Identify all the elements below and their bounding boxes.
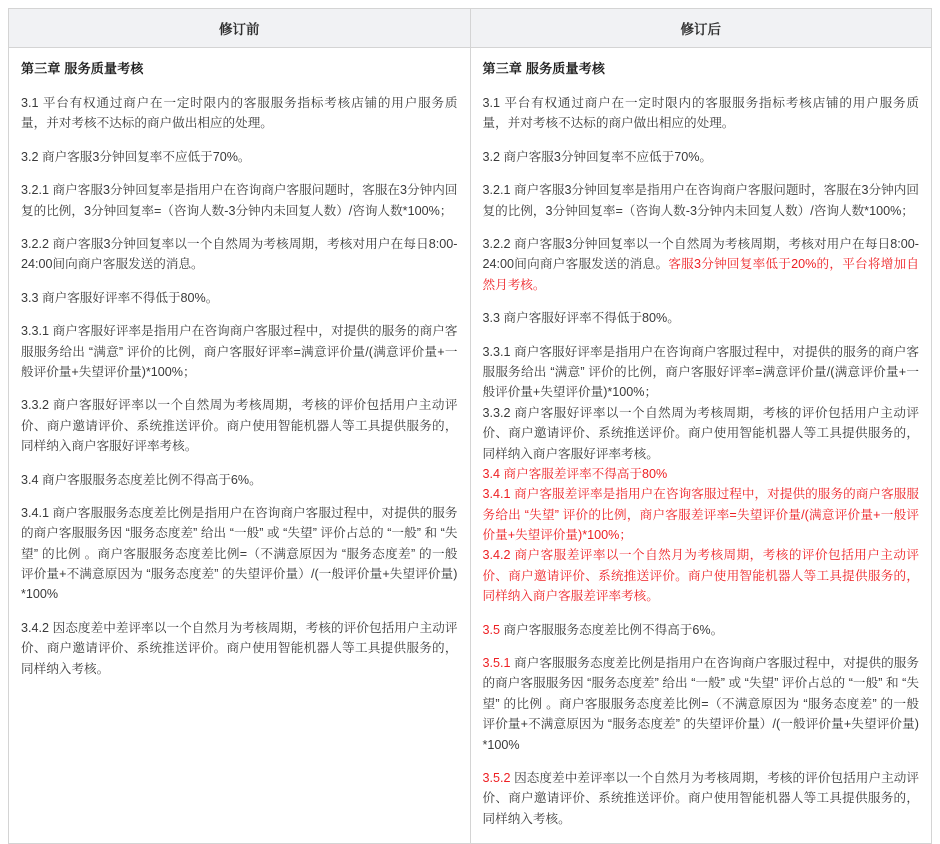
header-row bbox=[9, 9, 932, 48]
clause-3-5-1-after-number: 3.5.1 bbox=[482, 656, 511, 671]
clause-3-2-after bbox=[483, 147, 920, 167]
cell-before-revision bbox=[9, 48, 471, 844]
clause-3-4-after bbox=[483, 464, 920, 484]
clause-3-5-1-after bbox=[483, 653, 920, 755]
clause-3-4-1-after-revision: 3.4.1 商户客服差评率是指用户在咨询客服过程中，对提供的服务的商户客服服务给出 “失望” 评价的比例，商户客服差评率=失望评价量/(满意评价量+一般评价量+失望评价量)*100%； bbox=[482, 487, 919, 543]
clause-3-4-2-after-revision: 3.4.2 商户客服差评率以一个自然月为考核周期，考核的评价包括用户主动评价、商户邀请评价、系统推送评价。商户使用智能机器人等工具提供服务的，同样纳入商户客服差评率考核。 bbox=[482, 548, 919, 604]
clause-3-5-2-after-number: 3.5.2 bbox=[482, 770, 511, 785]
clause-3-2-after-text: 3.2 商户客服3分钟回复率不应低于70%。 bbox=[482, 149, 713, 164]
clause-3-3-after-text: 3.3 商户客服好评率不得低于80%。 bbox=[482, 311, 680, 326]
chapter-title-after: 第三章 服务质量考核 bbox=[482, 61, 606, 76]
clause-3-2-2-after-revision: 客服3分钟回复率低于20%的，平台将增加自然月考核。 bbox=[482, 257, 919, 292]
clause-3-5-after-number: 3.5 bbox=[482, 622, 501, 637]
clause-3-5-after bbox=[483, 620, 920, 640]
clause-3-1-after bbox=[483, 93, 920, 134]
comparison-table bbox=[8, 8, 932, 844]
clause-3-2-1-after-text: 3.2.1 商户客服3分钟回复率是指用户在咨询商户客服问题时，客服在3分钟内回复的比例，3分钟回复率=（咨询人数-3分钟内未回复人数）/咨询人数*100%； bbox=[482, 183, 919, 218]
column-header-before: 修订前 bbox=[9, 9, 471, 48]
clause-3-3-2-after bbox=[483, 403, 920, 464]
clause-3-2-2-after-text: 3.2.2 商户客服3分钟回复率以一个自然周为考核周期，考核对用户在每日8:00-24:00间向商户客服发送的消息。 bbox=[482, 237, 919, 272]
clause-3-3-2-before: 3.3.2 商户客服好评率以一个自然周为考核周期，考核的评价包括用户主动评价、商户邀请评价、系统推送评价。商户使用智能机器人等工具提供服务的，同样纳入商户客服好评率考核。 bbox=[21, 398, 458, 454]
table-row bbox=[9, 48, 932, 844]
clause-3-1-before: 3.1 平台有权通过商户在一定时限内的客服服务指标考核店铺的用户服务质量，并对考核不达标的商户做出相应的处理。 bbox=[21, 96, 458, 131]
clause-3-3-1-after-text: 3.3.1 商户客服好评率是指用户在咨询商户客服过程中，对提供的服务的商户客服服务给出 “满意” 评价的比例，商户客服好评率=满意评价量/(满意评价量+一般评价量+失望评价量)*100%； bbox=[482, 344, 919, 400]
clause-3-5-2-after-text: 因态度差中差评率以一个自然月为考核周期，考核的评价包括用户主动评价、商户邀请评价、系统推送评价。商户使用智能机器人等工具提供服务的，同样纳入考核。 bbox=[482, 770, 919, 826]
clause-3-4-1-after bbox=[483, 484, 920, 545]
clause-3-2-1-before: 3.2.1 商户客服3分钟回复率是指用户在咨询商户客服问题时，客服在3分钟内回复的比例，3分钟回复率=（咨询人数-3分钟内未回复人数）/咨询人数*100%； bbox=[21, 183, 458, 218]
clause-3-4-before: 3.4 商户客服服务态度差比例不得高于6%。 bbox=[21, 472, 262, 487]
clause-3-4-2-before: 3.4.2 因态度差中差评率以一个自然月为考核周期，考核的评价包括用户主动评价、商户邀请评价、系统推送评价。商户使用智能机器人等工具提供服务的，同样纳入考核。 bbox=[21, 620, 458, 676]
clause-3-3-2-after-text: 3.3.2 商户客服好评率以一个自然周为考核周期，考核的评价包括用户主动评价、商户邀请评价、系统推送评价。商户使用智能机器人等工具提供服务的，同样纳入商户客服好评率考核。 bbox=[482, 405, 919, 461]
cell-after-revision bbox=[470, 48, 932, 844]
clause-3-4-2-after bbox=[483, 545, 920, 606]
table-header bbox=[9, 9, 932, 48]
chapter-title-before: 第三章 服务质量考核 bbox=[21, 61, 144, 76]
table-body bbox=[9, 48, 932, 844]
column-header-after: 修订后 bbox=[470, 9, 932, 48]
clause-3-3-after bbox=[483, 308, 920, 328]
clause-3-2-2-after bbox=[483, 234, 920, 295]
clause-3-5-after-text: 商户客服服务态度差比例不得高于6%。 bbox=[500, 622, 724, 637]
clause-3-3-before: 3.3 商户客服好评率不得低于80%。 bbox=[21, 290, 219, 305]
clause-3-1-after-text: 3.1 平台有权通过商户在一定时限内的客服服务指标考核店铺的用户服务质量，并对考核不达标的商户做出相应的处理。 bbox=[482, 96, 919, 131]
clause-3-2-before: 3.2 商户客服3分钟回复率不应低于70%。 bbox=[21, 149, 251, 164]
clause-3-2-1-after bbox=[483, 180, 920, 221]
clause-3-3-1-after bbox=[483, 342, 920, 403]
clause-3-3-1-before: 3.3.1 商户客服好评率是指用户在咨询商户客服过程中，对提供的服务的商户客服服务给出 “满意” 评价的比例，商户客服好评率=满意评价量/(满意评价量+一般评价量+失望评价量)*100%； bbox=[21, 324, 458, 379]
clause-3-5-1-after-text: 商户客服服务态度差比例是指用户在咨询商户客服过程中，对提供的服务的商户客服服务因 “服务态度差” 给出 “一般” 或 “失望” 评价占总的 “一般” 和 “失望” 的比例 。商户客服服务态度差比例=（不满意原因为 “服务态度差” 的一般评价量+不满意原因为 “服务态度差” 的失望评价量）/(一般评价量+失望评价量)*100% bbox=[482, 656, 919, 752]
clause-3-4-after-revision: 3.4 商户客服差评率不得高于80% bbox=[482, 466, 668, 481]
clause-3-2-2-before: 3.2.2 商户客服3分钟回复率以一个自然周为考核周期，考核对用户在每日8:00-24:00间向商户客服发送的消息。 bbox=[21, 237, 458, 272]
clause-3-4-1-before: 3.4.1 商户客服服务态度差比例是指用户在咨询商户客服过程中，对提供的服务的商户客服服务因 “服务态度差” 给出 “一般” 或 “失望” 评价占总的 “一般” 和 “失望” 的比例 。商户客服服务态度差比例=（不满意原因为 “服务态度差” 的一般评价量+不满意原因为 “服务态度差” 的失望评价量）/(一般评价量+失望评价量)*100% bbox=[21, 505, 458, 602]
clause-3-5-2-after bbox=[483, 768, 920, 829]
